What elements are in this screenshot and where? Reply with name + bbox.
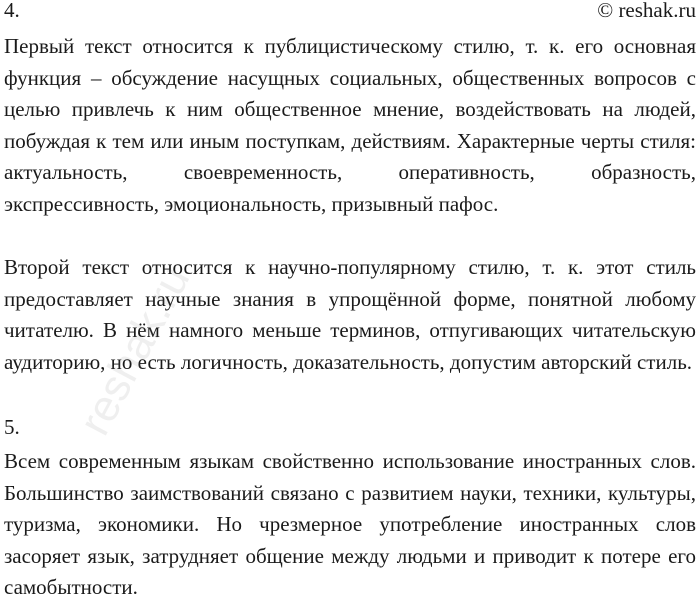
page-header xyxy=(4,0,696,23)
task-number-4: 4. xyxy=(4,0,20,22)
watermark: reshak.ru xyxy=(70,258,200,444)
copyright-notice: © reshak.ru xyxy=(597,0,696,22)
paragraph-publicistic-style: Первый текст относится к публицистическому стилю, т. к. его основная функция – обсуждение насущных социальных, общественных вопросов с целью привлечь к ним общественное мнение, воздействовать на людей, побуждая к тем или иным поступкам, действиям. Характерные черты стиля: актуальность, своевременность, оперативность, образность, экспрессивность, эмоциональность, призывный пафос. xyxy=(4,34,696,216)
paragraph-popular-science-style: Второй текст относится к научно-популярному стилю, т. к. этот стиль предоставляет научные знания в упрощённой форме, понятной любому читателю. В нём намного меньше терминов, отпугивающих читательскую аудиторию, но есть логичность, доказательность, допустим авторский стиль. xyxy=(4,255,696,374)
paragraph-foreign-words: Всем современным языкам свойственно использование иностранных слов. Большинство заимствований связано с развитием науки, техники, культуры, туризма, экономики. Но чрезмерное употребление иностранных слов засоряет язык, затрудняет общение между людьми и приводит к потере его самобытности. xyxy=(4,449,696,599)
task-number-5: 5. xyxy=(4,415,20,439)
